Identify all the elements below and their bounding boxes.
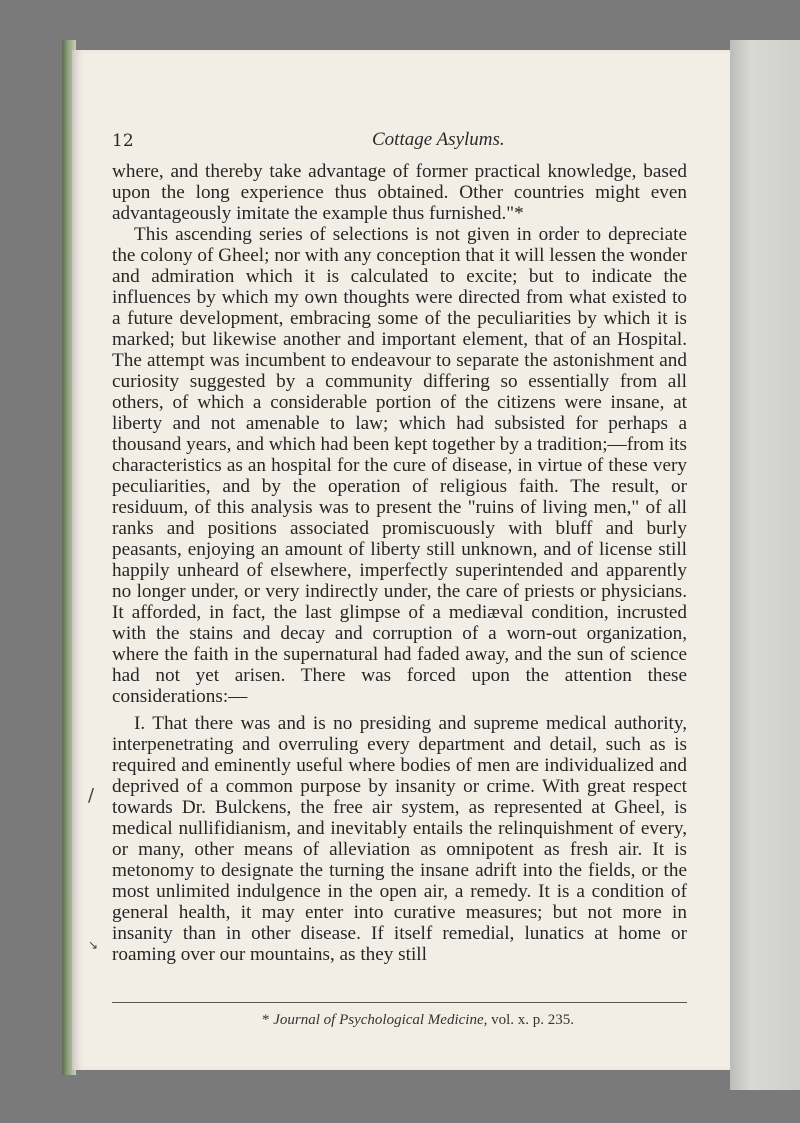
footnote-source: Journal of Psychological Medicine, bbox=[273, 1012, 488, 1028]
facing-page-edge bbox=[730, 40, 800, 1090]
margin-pencil-mark: ↘ bbox=[88, 938, 99, 952]
paragraph-2: This ascending series of selections is not given in order to depreciate the colony of Gheel; nor with any conception that it will lessen the wonder and admiration which it is calculated to excite; but to indicate the influences by which my own thoughts were directed from what existed to a future development, embracing some of the peculiarities by which it is marked; but likewise another and important element, that of an Hospital. The attempt was incumbent to endeavour to separate the astonishment and curiosity suggested by a community differing so essentially from all others, of which a considerable portion of the citizens were insane, at liberty and not amenable to law; which had subsisted for perhaps a thousand years, and which had been kept together by a tradition;—from its characteristics as an hospital for the cure of disease, in virtue of these very peculiarities, and by the operation of religious faith. The result, or residuum, of this analysis was to present the "ruins of living men," of all ranks and positions associated promiscuously with bluff and burly peasants, enjoying an amount of liberty still unknown, and of license still happily unheard of elsewhere, imperfectly superintended and apparently no longer under, or very indirectly under, the care of priests or physicians. It afforded, in fact, the last glimpse of a mediæval condition, incrusted with the stains and decay and corruption of a worn-out organization, where the faith in the supernatural had faded away, and the sun of science had not yet arisen. There was forced upon the attention these considerations:— bbox=[112, 224, 687, 707]
body-text bbox=[112, 161, 687, 965]
footnote bbox=[262, 1012, 574, 1029]
page-header bbox=[112, 131, 687, 159]
footnote-reference: vol. x. p. 235. bbox=[491, 1012, 575, 1028]
paragraph-1: where, and thereby take advantage of former practical knowledge, based upon the long experience thus obtained. Other countries might even advantageously imitate the example thus furnished."* bbox=[112, 161, 687, 224]
paragraph-3: I. That there was and is no presiding and supreme medical authority, interpenetrating and overruling every department and detail, such as is required and eminently useful where bodies of men are individualized and deprived of a common purpose by insanity or crime. With great respect towards Dr. Bulckens, the free air system, as represented at Gheel, is medical nullifidianism, and inevitably entails the relinquishment of every, or many, other means of alleviation as omnipotent as fresh air. It is metonomy to designate the turning the insane adrift into the fields, or the most unlimited indulgence in the open air, a remedy. It is a condition of general health, it may enter into curative measures; but not more in insanity than in other disease. If itself remedial, lunatics at home or roaming over our mountains, as they still bbox=[112, 713, 687, 965]
page-number: 12 bbox=[112, 131, 134, 151]
footnote-rule bbox=[112, 1002, 687, 1003]
margin-pencil-mark: / bbox=[88, 785, 95, 806]
running-title: Cottage Asylums. bbox=[372, 129, 505, 150]
footnote-marker: * bbox=[262, 1012, 270, 1028]
